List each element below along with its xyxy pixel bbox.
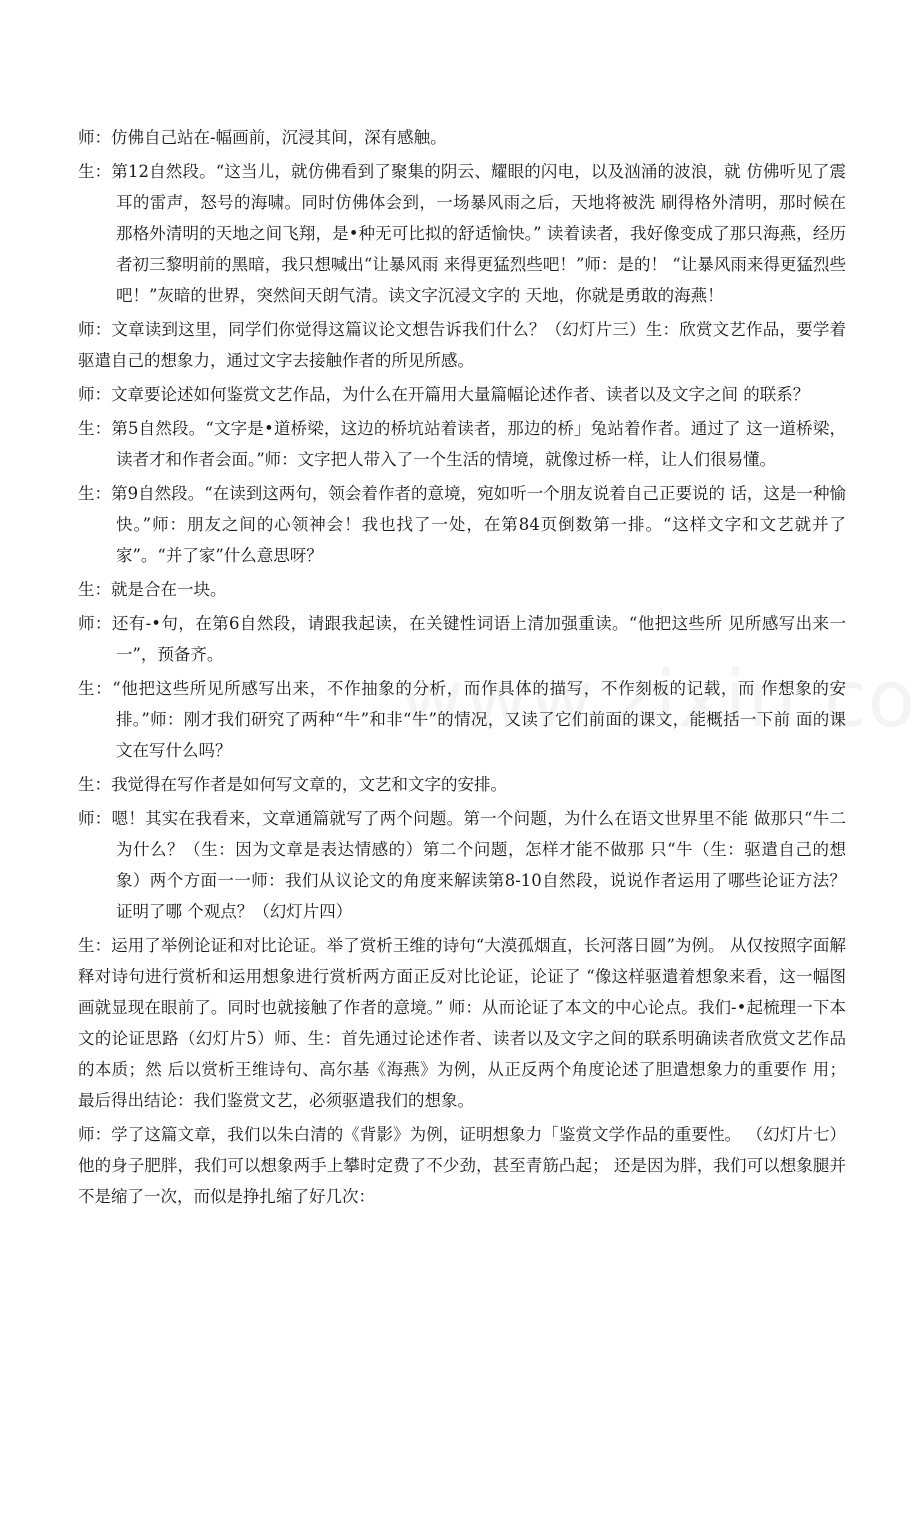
paragraph-1: 师：仿佛自己站在-幅画前，沉浸其间，深有感触。 — [78, 128, 447, 147]
document-body — [78, 122, 846, 1215]
paragraph-12: 生：运用了举例论证和对比论证。举了赏析王维的诗句“大漠孤烟直，长河落日圆”为例。 从仅按照字面解释对诗句进行赏析和运用想象进行赏析两方面正反对比论证，论证了 “像这样驱遣着想象来看，这一幅图画就显现在眼前了。同时也就接触了作者的意境。” 师：从而论证了本文的中心论点。我们-•起梳理一下本文的论证思路（幻灯片5）师、生：首先通过论述作者、读者以及文字之间的联系明确读者欣赏文艺作品的本质；然 后以赏析王维诗句、高尔基《海燕》为例，从正反两个角度论述了胆遣想象力的重要作 用；最后得出结论：我们鉴赏文艺，必须驱遣我们的想象。 — [78, 936, 846, 1110]
paragraph-6: 生：第9自然段。“在读到这两句，领会着作者的意境，宛如听一个朋友说着自己正要说的 话，这是一种愉快。”师：朋友之间的心领神会！我也找了一处，在第84页倒数第一排。“这样文字和文艺就并了 家”。“并了家”什么意思呀？ — [78, 484, 846, 565]
paragraph-10: 生：我觉得在写作者是如何写文章的，文艺和文字的安排。 — [78, 775, 507, 794]
paragraph-8: 师：还有-•句，在第6自然段，请跟我起读，在关键性词语上清加强重读。“他把这些所 见所感写出来一一”，预备齐。 — [78, 614, 846, 664]
paragraph-3: 师：文章读到这里，同学们你觉得这篇议论文想告诉我们什么？（幻灯片三）生：欣赏文艺作品，要学着驱遣自己的想象力，通过文字去接触作者的所见所感。 — [78, 320, 846, 370]
paragraph-5: 生：第5自然段。“文字是•道桥梁，这边的桥坑站着读者，那边的桥」兔站着作者。通过了 这一道桥梁，读者才和作者会面。”师：文字把人带入了一个生活的情境，就像过桥一样，让人们很易懂。 — [78, 419, 846, 469]
paragraph-13: 师：学了这篇文章，我们以朱白清的《背影》为例，证明想象力「鉴赏文学作品的重要性。 （幻灯片七）他的身子肥胖，我们可以想象两手上攀时定费了不少劲，甚至青筋凸起； 还是因为胖，我们可以想象腿并不是缩了一次，而似是挣扎缩了好几次： — [78, 1125, 846, 1206]
paragraph-4: 师：文章要论述如何鉴赏文艺作品，为什么在开篇用大量篇幅论述作者、读者以及文字之间 的联系？ — [78, 385, 810, 404]
paragraph-9: 生：“他把这些所见所感写出来，不作抽象的分析，而作具体的描写，不作刻板的记载，而 作想象的安排。”师：刚才我们研究了两种“牛”和非“牛”的情况，又读了它们前面的课文，能概括一下前 面的课文在写什么吗？ — [78, 679, 846, 760]
paragraph-7: 生：就是合在一块。 — [78, 580, 227, 599]
paragraph-2: 生：第12自然段。“这当儿，就仿佛看到了聚集的阴云、耀眼的闪电，以及汹涌的波浪，就 仿佛听见了震耳的雷声，怒号的海啸。同时仿佛体会到，一场暴风雨之后，天地将被洗 刷得格外清明，那时候在那格外清明的天地之间飞翔，是•种无可比拟的舒适愉快。” 读着读者，我好像变成了那只海燕，经历者初三黎明前的黑暗，我只想喊出“让暴风雨 来得更猛烈些吧！”师：是的！ “让暴风雨来得更猛烈些吧！”灰暗的世界，突然间天朗气清。读文字沉浸文字的 天地，你就是勇敢的海燕！ — [78, 162, 846, 305]
paragraph-11: 师：嗯！其实在我看来，文章通篇就写了两个问题。第一个问题，为什么在语文世界里不能 做那只“牛二为什么？（生：因为文章是表达情感的）第二个问题，怎样才能不做那 只“牛（生：驱遣自己的想象）两个方面一一师：我们从议论文的角度来解读第8-10自然段，说说作者运用了哪些论证方法？证明了哪 个观点？（幻灯片四） — [78, 809, 846, 921]
